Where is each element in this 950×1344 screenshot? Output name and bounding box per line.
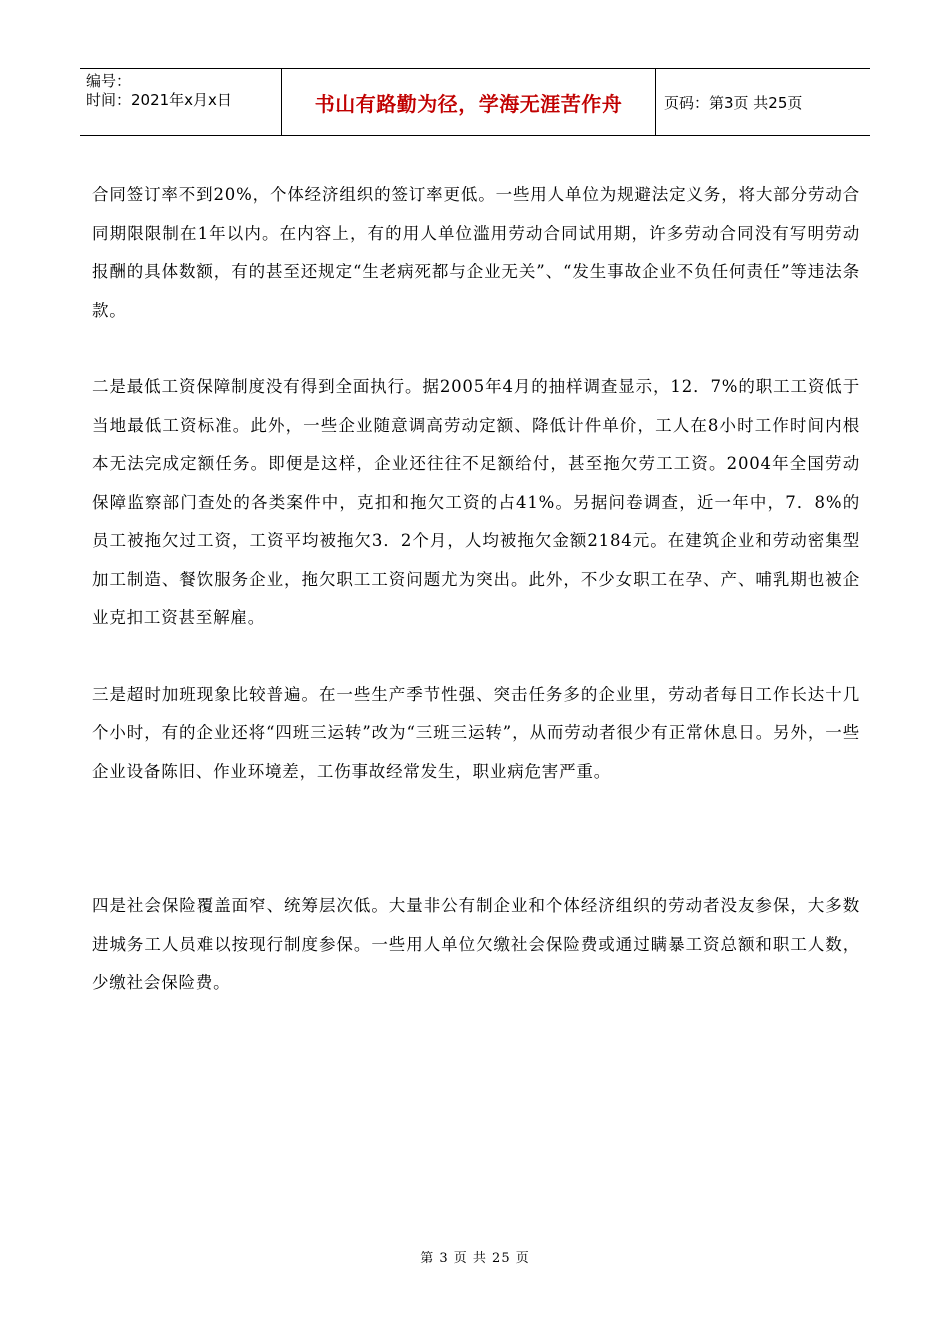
paragraph-1: 合同签订率不到20%，个体经济组织的签订率更低。一些用人单位为规避法定义务，将大部分劳动合同期限限制在1年以内。在内容上，有的用人单位滥用劳动合同试用期，许多劳动合同没有写明劳动报酬的具体数额，有的甚至还规定“生老病死都与企业无关”、“发生事故企业不负任何责任”等违法条款。 — [92, 185, 860, 320]
document-header — [80, 68, 870, 136]
header-motto: 书山有路勤为径，学海无涯苦作舟 — [282, 69, 656, 135]
page-footer: 第 3 页 共 25 页 — [420, 1251, 530, 1266]
header-time-label: 时间：2021年x月x日 — [86, 91, 232, 109]
paragraph-4: 四是社会保险覆盖面窄、统筹层次低。大量非公有制企业和个体经济组织的劳动者没友参保，大多数进城务工人员难以按现行制度参保。一些用人单位欠缴社会保险费或通过瞒暴工资总额和职工人数，少缴社会保险费。 — [92, 896, 860, 992]
header-meta-cell — [80, 69, 282, 135]
header-page-info: 页码：第3页 共25页 — [664, 93, 803, 112]
paragraph-2: 二是最低工资保障制度没有得到全面执行。据2005年4月的抽样调查显示，12．7%的职工工资低于当地最低工资标准。此外，一些企业随意调高劳动定额、降低计件单价，工人在8小时工作时间内根本无法完成定额任务。即便是这样，企业还往往不足额给付，甚至拖欠劳工工资。2004年全国劳动保障监察部门查处的各类案件中，克扣和拖欠工资的占41%。另据问卷调查，近一年中，7．8%的员工被拖欠过工资，工资平均被拖欠3．2个月，人均被拖欠金额2184元。在建筑企业和劳动密集型加工制造、餐饮服务企业，拖欠职工工资问题尤为突出。此外，不少女职工在孕、产、哺乳期也被企业克扣工资甚至解雇。 — [92, 377, 860, 627]
header-number-label: 编号： — [86, 72, 132, 90]
document-body — [92, 176, 860, 1003]
paragraph-3: 三是超时加班现象比较普遍。在一些生产季节性强、突击任务多的企业里，劳动者每日工作长达十几个小时，有的企业还将“四班三运转”改为“三班三运转”，从而劳动者很少有正常休息日。另外，一些企业设备陈旧、作业环境差，工伤事故经常发生，职业病危害严重。 — [92, 684, 860, 781]
